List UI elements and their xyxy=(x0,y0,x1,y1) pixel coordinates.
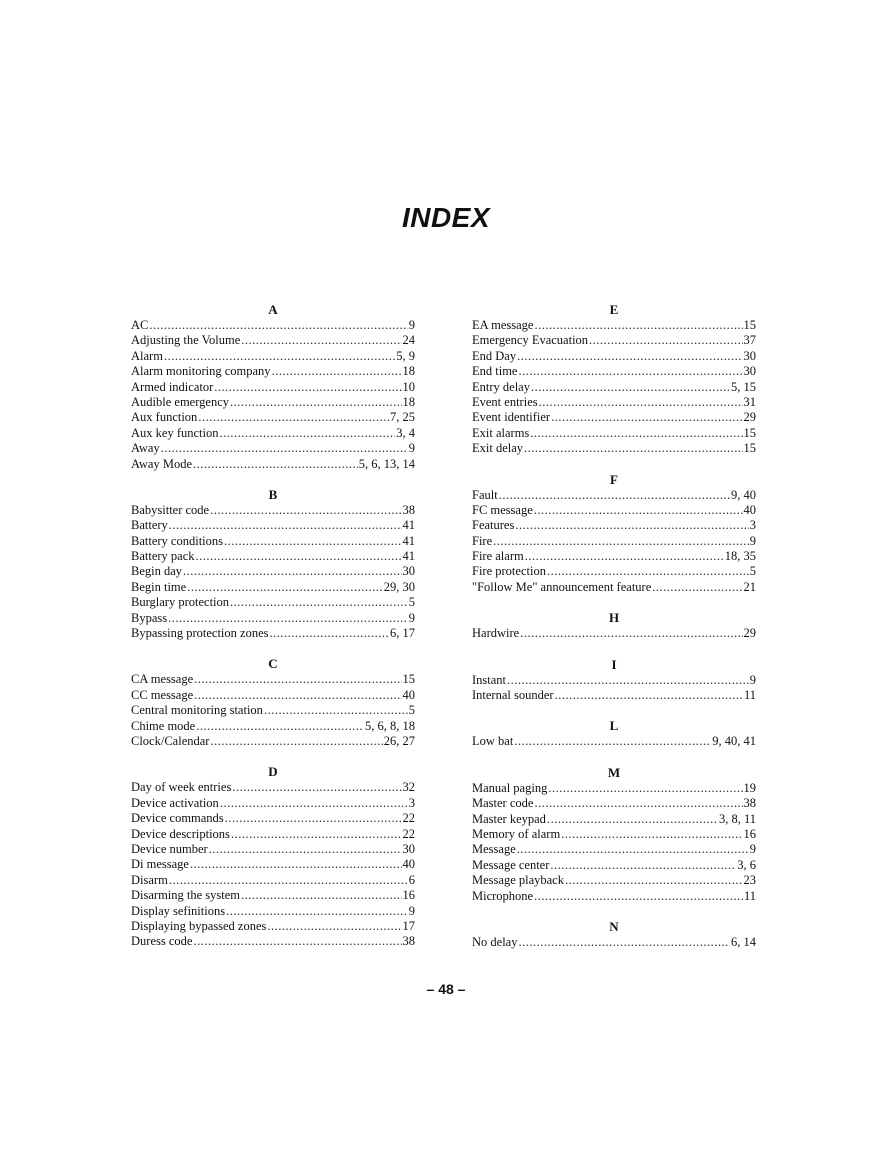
entry-pages: 5, 15 xyxy=(731,379,756,394)
page-number: – 48 – xyxy=(426,981,466,997)
entry-pages: 3, 4 xyxy=(396,425,415,440)
entry-pages: 38 xyxy=(402,934,415,949)
index-entry xyxy=(131,364,415,379)
entry-pages: 37 xyxy=(743,333,756,348)
index-entry xyxy=(472,858,756,873)
entry-term: AC xyxy=(131,318,149,332)
dot-leader xyxy=(224,534,402,549)
entry-term: Instant xyxy=(472,672,507,687)
entry-pages: 9 xyxy=(749,672,756,687)
index-section xyxy=(131,764,415,949)
index-entry xyxy=(131,703,415,718)
entry-term: "Follow Me" announcement feature xyxy=(472,579,652,594)
dot-leader xyxy=(149,318,407,333)
dot-leader xyxy=(241,333,401,348)
index-entry xyxy=(472,781,756,796)
dot-leader xyxy=(515,518,748,533)
entry-term: Microphone xyxy=(472,888,534,903)
index-entry xyxy=(472,488,756,503)
section-letter: H xyxy=(608,610,620,626)
dot-leader xyxy=(232,780,401,795)
entry-pages: 29, 30 xyxy=(383,579,415,594)
dot-leader xyxy=(547,812,718,827)
entry-term: Device number xyxy=(131,841,208,856)
dot-leader xyxy=(530,426,742,441)
entry-pages: 5, 6, 13, 14 xyxy=(358,456,415,471)
dot-leader xyxy=(555,688,743,703)
dot-leader xyxy=(534,889,743,904)
entry-term: Burglary protection xyxy=(131,595,230,610)
index-entry xyxy=(131,580,415,595)
entry-term: Babysitter code xyxy=(131,502,210,517)
entry-term: Device commands xyxy=(131,811,224,826)
entry-pages: 9 xyxy=(408,318,415,332)
entry-pages: 29 xyxy=(743,626,756,641)
index-entry xyxy=(472,827,756,842)
entry-pages: 9 xyxy=(749,842,756,857)
index-entry xyxy=(131,857,415,872)
entry-term: CA message xyxy=(131,672,194,687)
dot-leader xyxy=(230,395,402,410)
entry-term: Away Mode xyxy=(131,456,192,471)
entry-pages: 17 xyxy=(402,918,415,933)
dot-leader xyxy=(539,395,743,410)
section-letter: D xyxy=(268,764,278,780)
dot-leader xyxy=(241,888,401,903)
entry-pages: 21 xyxy=(743,579,756,594)
entry-term: Central monitoring station xyxy=(131,703,263,718)
dot-leader xyxy=(225,811,402,826)
index-entry xyxy=(131,888,415,903)
entry-term: Entry delay xyxy=(472,379,530,394)
dot-leader xyxy=(548,781,742,796)
dot-leader xyxy=(190,857,402,872)
entry-term: Battery xyxy=(131,518,168,533)
dot-leader xyxy=(507,673,749,688)
dot-leader xyxy=(524,441,742,456)
entry-term: Message playback xyxy=(472,873,564,888)
index-entry xyxy=(131,518,415,533)
entry-term: Memory of alarm xyxy=(472,826,561,841)
dot-leader xyxy=(226,904,408,919)
dot-leader xyxy=(493,534,749,549)
entry-pages: 40 xyxy=(402,857,415,872)
entry-term: Exit alarms xyxy=(472,425,530,440)
entry-pages: 38 xyxy=(743,796,756,811)
entry-term: FC message xyxy=(472,502,533,517)
entry-pages: 40 xyxy=(402,687,415,702)
entry-term: Alarm monitoring company xyxy=(131,364,271,379)
dot-leader xyxy=(220,796,408,811)
section-letter: B xyxy=(268,486,278,502)
entry-term: Fire xyxy=(472,533,493,548)
index-entry xyxy=(131,426,415,441)
entry-pages: 32 xyxy=(402,780,415,795)
entry-term: Master keypad xyxy=(472,811,546,826)
index-section xyxy=(472,718,756,749)
page-title: INDEX xyxy=(401,202,491,233)
entry-term: Day of week entries xyxy=(131,780,232,795)
entry-pages: 22 xyxy=(402,826,415,841)
index-entry xyxy=(472,873,756,888)
entry-pages: 11 xyxy=(743,888,756,903)
section-letter: A xyxy=(268,302,278,317)
entry-term: Event identifier xyxy=(472,410,551,425)
index-entry xyxy=(472,673,756,688)
index-entry xyxy=(472,626,756,641)
entry-pages: 9 xyxy=(749,533,756,548)
entry-term: Begin day xyxy=(131,564,183,579)
index-entry xyxy=(131,734,415,749)
index-entry xyxy=(131,719,415,734)
entry-term: No delay xyxy=(472,934,518,949)
index-entry xyxy=(472,333,756,348)
index-entry xyxy=(472,889,756,904)
dot-leader xyxy=(194,672,401,687)
index-entry xyxy=(131,873,415,888)
entry-pages: 6, 17 xyxy=(390,626,415,641)
entry-term: End Day xyxy=(472,348,517,363)
dot-leader xyxy=(534,796,742,811)
dot-leader xyxy=(269,626,389,641)
dot-leader xyxy=(194,688,401,703)
entry-pages: 23 xyxy=(743,873,756,888)
dot-leader xyxy=(169,873,408,888)
entry-term: Battery conditions xyxy=(131,533,223,548)
dot-leader xyxy=(198,410,389,425)
dot-leader xyxy=(534,503,743,518)
dot-leader xyxy=(193,457,358,472)
entry-term: Low bat xyxy=(472,734,514,749)
entry-pages: 24 xyxy=(402,333,415,348)
dot-leader xyxy=(547,564,749,579)
index-entry xyxy=(131,611,415,626)
index-entry xyxy=(131,626,415,641)
entry-pages: 3, 6 xyxy=(737,857,756,872)
index-entry xyxy=(131,811,415,826)
entry-term: Device descriptions xyxy=(131,826,230,841)
dot-leader xyxy=(214,380,401,395)
index-entry xyxy=(131,780,415,795)
entry-pages: 31 xyxy=(743,394,756,409)
entry-pages: 15 xyxy=(743,318,756,332)
dot-leader xyxy=(531,380,730,395)
entry-pages: 3 xyxy=(408,795,415,810)
dot-leader xyxy=(187,580,383,595)
index-section xyxy=(472,472,756,596)
entry-pages: 6, 14 xyxy=(731,934,756,949)
index-section xyxy=(131,302,415,472)
dot-leader xyxy=(561,827,742,842)
dot-leader xyxy=(525,549,724,564)
section-letter: L xyxy=(609,718,619,734)
index-entry xyxy=(472,734,756,749)
entry-pages: 9 xyxy=(408,441,415,456)
entry-term: Battery pack xyxy=(131,549,195,564)
entry-term: Aux function xyxy=(131,410,198,425)
dot-leader xyxy=(196,549,402,564)
entry-pages: 5 xyxy=(749,564,756,579)
dot-leader xyxy=(209,842,402,857)
entry-pages: 18, 35 xyxy=(724,549,756,564)
index-entry xyxy=(131,672,415,687)
dot-leader xyxy=(520,626,742,641)
index-section xyxy=(131,487,415,642)
index-entry xyxy=(131,395,415,410)
entry-pages: 15 xyxy=(402,672,415,687)
dot-leader xyxy=(164,349,395,364)
entry-term: Fire alarm xyxy=(472,549,524,564)
entry-term: Bypassing protection zones xyxy=(131,626,269,641)
index-entry xyxy=(472,441,756,456)
entry-term: Aux key function xyxy=(131,425,219,440)
entry-term: CC message xyxy=(131,687,194,702)
dot-leader xyxy=(518,935,730,950)
entry-term: Device activation xyxy=(131,795,219,810)
entry-term: Master code xyxy=(472,796,534,811)
index-entry xyxy=(131,457,415,472)
entry-term: Hardwire xyxy=(472,626,520,641)
entry-term: Emergency Evacuation xyxy=(472,333,589,348)
entry-term: Display sefinitions xyxy=(131,903,226,918)
dot-leader xyxy=(272,364,402,379)
entry-term: Armed indicator xyxy=(131,379,214,394)
entry-pages: 9 xyxy=(408,610,415,625)
entry-pages: 30 xyxy=(743,348,756,363)
entry-pages: 10 xyxy=(402,379,415,394)
entry-pages: 15 xyxy=(743,425,756,440)
dot-leader xyxy=(183,564,401,579)
entry-term: Message center xyxy=(472,857,550,872)
index-entry xyxy=(472,842,756,857)
entry-pages: 30 xyxy=(402,841,415,856)
entry-term: Duress code xyxy=(131,934,193,949)
index-entry xyxy=(131,534,415,549)
entry-pages: 9 xyxy=(408,903,415,918)
entry-pages: 29 xyxy=(743,410,756,425)
entry-pages: 18 xyxy=(402,394,415,409)
index-entry xyxy=(131,595,415,610)
entry-term: Fire protection xyxy=(472,564,546,579)
section-letter: E xyxy=(609,302,619,317)
section-letter: F xyxy=(610,471,618,487)
entry-term: Message xyxy=(472,842,516,857)
index-entry xyxy=(131,318,415,333)
entry-pages: 5, 9 xyxy=(396,348,415,363)
dot-leader xyxy=(267,919,401,934)
entry-pages: 6 xyxy=(408,872,415,887)
index-entry xyxy=(472,364,756,379)
section-letter: C xyxy=(268,656,278,672)
index-entry xyxy=(131,549,415,564)
index-entry xyxy=(472,812,756,827)
index-entry xyxy=(131,410,415,425)
dot-leader xyxy=(534,318,742,333)
index-entry xyxy=(131,827,415,842)
index-entry xyxy=(472,395,756,410)
dot-leader xyxy=(517,349,742,364)
dot-leader xyxy=(514,734,711,749)
entry-term: Event entries xyxy=(472,394,538,409)
entry-term: Fault xyxy=(472,487,498,502)
entry-pages: 26, 27 xyxy=(383,733,415,748)
dot-leader xyxy=(168,611,408,626)
index-entry xyxy=(472,518,756,533)
entry-term: Disarming the system xyxy=(131,888,241,903)
entry-pages: 40 xyxy=(743,502,756,517)
index-section xyxy=(472,610,756,641)
dot-leader xyxy=(518,364,742,379)
entry-pages: 5, 6, 8, 18 xyxy=(365,718,415,733)
dot-leader xyxy=(210,503,401,518)
entry-pages: 30 xyxy=(402,564,415,579)
index-column-left xyxy=(131,302,415,965)
index-entry xyxy=(131,441,415,456)
index-entry xyxy=(131,333,415,348)
index-entry xyxy=(131,904,415,919)
entry-term: Disarm xyxy=(131,872,168,887)
index-entry xyxy=(131,564,415,579)
index-entry xyxy=(472,534,756,549)
entry-term: Exit delay xyxy=(472,441,524,456)
index-entry xyxy=(472,580,756,595)
entry-pages: 38 xyxy=(402,502,415,517)
dot-leader xyxy=(193,934,401,949)
index-entry xyxy=(472,380,756,395)
entry-pages: 3, 8, 11 xyxy=(718,811,756,826)
entry-pages: 16 xyxy=(743,826,756,841)
dot-leader xyxy=(499,488,730,503)
entry-pages: 22 xyxy=(402,811,415,826)
entry-term: Clock/Calendar xyxy=(131,733,210,748)
entry-pages: 9, 40, 41 xyxy=(712,734,756,749)
entry-pages: 9, 40 xyxy=(731,487,756,502)
entry-pages: 7, 25 xyxy=(390,410,415,425)
entry-pages: 3 xyxy=(749,518,756,533)
index-entry xyxy=(131,919,415,934)
section-letter: I xyxy=(611,656,617,672)
index-entry xyxy=(131,796,415,811)
index-entry xyxy=(472,318,756,333)
entry-term: Chime mode xyxy=(131,718,196,733)
index-section xyxy=(131,656,415,749)
entry-pages: 41 xyxy=(402,533,415,548)
dot-leader xyxy=(196,719,364,734)
index-entry xyxy=(472,935,756,950)
entry-pages: 5 xyxy=(408,703,415,718)
entry-pages: 16 xyxy=(402,888,415,903)
entry-term: Bypass xyxy=(131,610,168,625)
index-entry xyxy=(131,380,415,395)
index-entry xyxy=(472,410,756,425)
entry-pages: 15 xyxy=(743,441,756,456)
index-entry xyxy=(131,934,415,949)
index-entry xyxy=(472,549,756,564)
dot-leader xyxy=(230,595,408,610)
dot-leader xyxy=(517,842,749,857)
index-entry xyxy=(131,349,415,364)
dot-leader xyxy=(219,426,395,441)
entry-pages: 19 xyxy=(743,780,756,795)
entry-term: Displaying bypassed zones xyxy=(131,918,267,933)
entry-term: Audible emergency xyxy=(131,394,229,409)
dot-leader xyxy=(264,703,408,718)
index-entry xyxy=(131,842,415,857)
entry-term: Manual paging xyxy=(472,780,548,795)
entry-pages: 11 xyxy=(743,688,756,703)
entry-term: Alarm xyxy=(131,348,163,363)
index-entry xyxy=(472,564,756,579)
dot-leader xyxy=(652,580,742,595)
entry-pages: 41 xyxy=(402,549,415,564)
dot-leader xyxy=(565,873,743,888)
dot-leader xyxy=(231,827,402,842)
dot-leader xyxy=(551,410,742,425)
section-letter: M xyxy=(607,764,621,780)
index-section xyxy=(472,302,756,457)
index-entry xyxy=(131,503,415,518)
entry-term: Begin time xyxy=(131,579,187,594)
entry-term: Di message xyxy=(131,857,189,872)
entry-term: End time xyxy=(472,364,518,379)
index-section xyxy=(472,765,756,904)
index-column-right xyxy=(472,302,756,965)
index-entry xyxy=(472,796,756,811)
entry-term: EA message xyxy=(472,318,534,332)
dot-leader xyxy=(550,858,736,873)
index-entry xyxy=(472,503,756,518)
dot-leader xyxy=(161,441,408,456)
entry-pages: 30 xyxy=(743,364,756,379)
entry-term: Features xyxy=(472,518,515,533)
entry-pages: 18 xyxy=(402,364,415,379)
entry-term: Away xyxy=(131,441,160,456)
section-letter: N xyxy=(609,918,619,934)
index-section xyxy=(472,657,756,704)
dot-leader xyxy=(589,333,742,348)
entry-term: Adjusting the Volume xyxy=(131,333,241,348)
index-entry xyxy=(472,349,756,364)
dot-leader xyxy=(210,734,382,749)
index-entry xyxy=(472,426,756,441)
dot-leader xyxy=(169,518,402,533)
entry-term: Internal sounder xyxy=(472,688,554,703)
index-entry xyxy=(131,688,415,703)
index-section xyxy=(472,919,756,950)
entry-pages: 5 xyxy=(408,595,415,610)
index-entry xyxy=(472,688,756,703)
entry-pages: 41 xyxy=(402,518,415,533)
